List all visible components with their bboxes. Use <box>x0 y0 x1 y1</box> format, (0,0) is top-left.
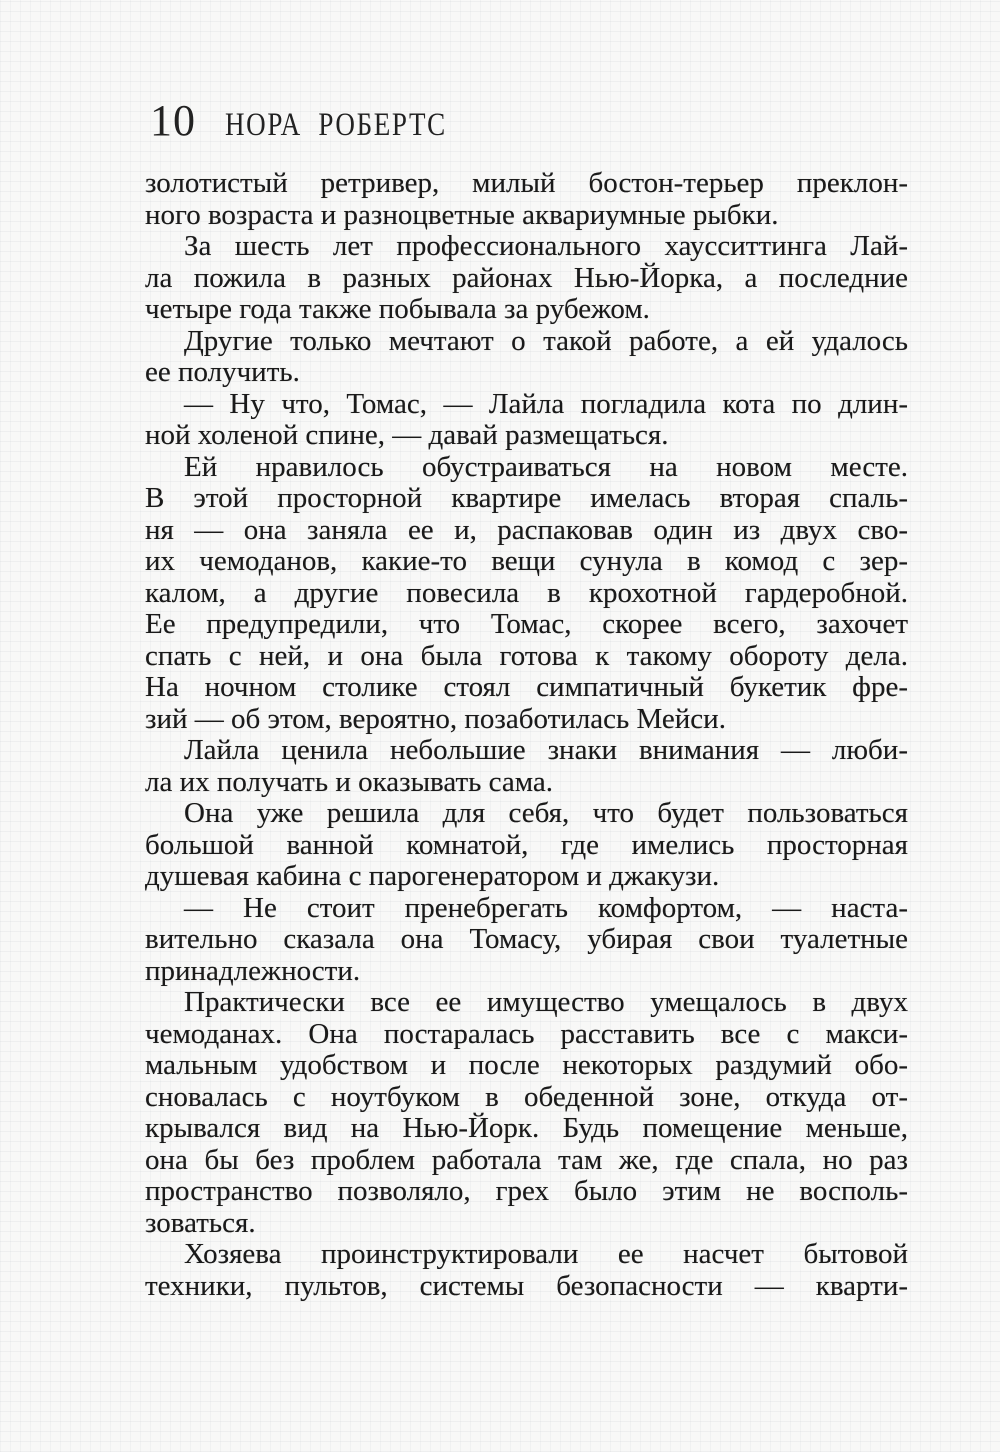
text-line: Ей нравилось обустраиваться на новом месте. <box>184 450 908 483</box>
text-block <box>145 168 908 1302</box>
text-line: — Не стоит пренебрегать комфортом, — наста- <box>184 891 908 924</box>
text-line: ня — она заняла ее и, распаковав один из двух сво- <box>145 513 908 546</box>
text-line: В этой просторной квартире имелась вторая спаль- <box>145 482 908 514</box>
page-number: 10 <box>150 96 196 145</box>
text-line: спать с ней, и она была готова к такому обороту дела. <box>145 639 908 672</box>
text-line: четыре года также побывала за рубежом. <box>145 293 650 325</box>
text-line: крывался вид на Нью-Йорк. Будь помещение меньше, <box>145 1112 908 1144</box>
text-line: вительно сказала она Томасу, убирая свои туалетные <box>145 923 908 955</box>
text-line: ла пожила в разных районах Нью-Йорка, а последние <box>145 261 908 294</box>
text-line: калом, а другие повесила в крохотной гардеробной. <box>145 576 908 609</box>
running-title: НОРА РОБЕРТС <box>225 107 447 143</box>
text-line: золотистый ретривер, милый бостон-терьер преклон- <box>145 167 908 199</box>
text-line: чемоданах. Она постаралась расставить все с макси- <box>145 1017 908 1050</box>
text-line: она бы без проблем работала там же, где спала, но раз <box>145 1143 908 1176</box>
text-line: Лайла ценила небольшие знаки внимания — люби- <box>184 734 908 766</box>
text-line: зий — об этом, вероятно, позаботилась Мейси. <box>145 702 726 735</box>
text-line: ее получить. <box>145 356 300 388</box>
text-line: принадлежности. <box>145 954 361 987</box>
text-line: большой ванной комнатой, где имелись просторная <box>145 828 908 861</box>
text-line: — Ну что, Томас, — Лайла погладила кота по длин- <box>184 387 908 420</box>
text-line: ного возраста и разноцветные аквариумные рыбки. <box>145 198 779 231</box>
text-line: За шесть лет профессионального хаусситтинга Лай- <box>184 230 908 262</box>
text-line: пространство позволяло, грех было этим не восполь- <box>145 1175 908 1207</box>
text-line: их чемоданов, какие-то вещи сунула в комод с зер- <box>145 545 908 577</box>
text-line: Хозяева проинструктировали ее насчет бытовой <box>184 1238 908 1270</box>
text-line: зоваться. <box>145 1206 256 1239</box>
text-line: сновалась с ноутбуком в обеденной зоне, откуда от- <box>145 1080 908 1113</box>
text-line: ной холеной спине, — давай размещаться. <box>145 419 669 451</box>
text-line: душевая кабина с парогенератором и джакузи. <box>145 860 720 892</box>
text-line: На ночном столике стоял симпатичный букетик фре- <box>145 671 908 703</box>
text-line: Ее предупредили, что Томас, скорее всего, захочет <box>145 608 908 640</box>
text-line: Другие только мечтают о такой работе, а ей удалось <box>184 324 908 357</box>
text-line: Практически все ее имущество умещалось в двух <box>184 986 908 1018</box>
text-line: мальным удобством и после некоторых раздумий обо- <box>145 1049 908 1081</box>
text-line: техники, пультов, системы безопасности — кварти- <box>145 1269 908 1302</box>
text-line: ла их получать и оказывать сама. <box>145 765 554 798</box>
text-line: Она уже решила для себя, что будет пользоваться <box>184 797 908 829</box>
